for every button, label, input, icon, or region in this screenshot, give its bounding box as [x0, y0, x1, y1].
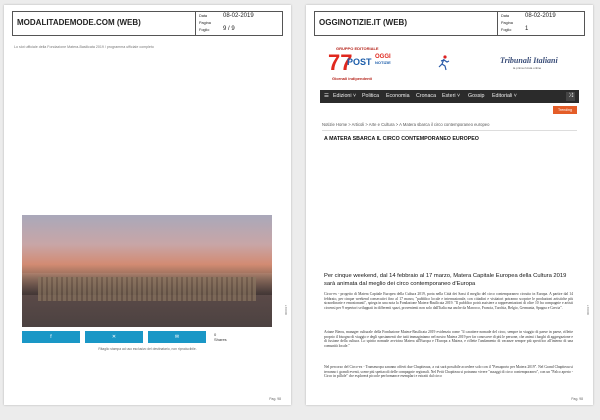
nav-item-economia[interactable]: Economia: [386, 93, 410, 99]
data-label: Data: [199, 14, 208, 18]
twitter-icon: ✕: [111, 334, 117, 340]
menu-icon[interactable]: ☰: [324, 93, 329, 99]
runner-icon: [438, 55, 450, 71]
share-count-value: 0: [214, 332, 217, 337]
logo-oggi-text: OGGI: [375, 54, 391, 60]
article-paragraph: Ariane Bieou, manager culturale della Fondazione Matera-Basilicata 2019 evidenzia come "il carattere nomade del circo, sempre in viaggio di paese in paese, riflette proprio il bisogno di viaggio e degli spostamenti che tutti immaginiamo nel nostro Matera 2019 per far conoscere di più le persone, che animi i luoghi di aggregazione e di fusione della cultura. Lo spirito nomade avvicina Matera all'Europa e l'Europa a Matera, e riflette l'andamento di vacanze sempre più specifico all'interno di una comunità locale.": [324, 330, 573, 348]
article-paragraph: Circo-ex - progetto di Matera Capitale Europea della Cultura 2019, porta nella Città dei Sassi il meglio del circo contemporaneo circuito in Europa. A partire dal 14 febbraio, per cinque weekend consecutivi fino al 17 marzo, "pubblico locale e internazionale, con cittadini e visitatori potranno scoprire le produzioni artistiche più straordinarie e emozionanti", spiega in una nota la Fondazione Matera-Basilicata 2019. "Il pubblico potrà assistere a rappresentazioni di oltre 10 fra compagnie e artisti circensi per 9 repertori sviluppati in differenti spazi, provenienti non solo dall'Italia ma anche da Marocco, Francia, Turchia, Belgio, Germania, Spagna e Grecia".: [324, 292, 573, 310]
share-count-label: Shares: [214, 337, 227, 342]
divider: [322, 130, 577, 131]
tribunali-logo: Tribunali Italiani: [500, 56, 558, 65]
clipping-code: 000017: [284, 305, 288, 316]
article-caption: Lo slot ufficiale della Fondazione Matera-Basilicata 2019 / programma ufficiale completo: [14, 45, 154, 49]
foglio-value: 9 / 9: [223, 26, 235, 32]
data-label: Data: [501, 14, 510, 18]
shuffle-icon[interactable]: ⤨: [566, 92, 575, 101]
foglio-value: 1: [525, 26, 529, 32]
twitter-share-button[interactable]: [85, 331, 143, 343]
photo-town: [38, 277, 256, 301]
site-navbar: [320, 90, 579, 103]
foglio-label: Foglio: [501, 28, 512, 32]
meta-box: [195, 12, 282, 35]
clipping-code: 000017: [586, 305, 590, 316]
source-name: OGGINOTIZIE.IT (WEB): [319, 18, 407, 27]
logo-notizie-text: NOTIZIE: [375, 60, 391, 65]
clipping-page-right: [306, 5, 593, 405]
article-lead: Per cinque weekend, dal 14 febbraio al 17 marzo, Matera Capitale Europea della Cultura 2019 sarà animata dal meglio dei circo contemporaneo d'Europa: [324, 273, 567, 287]
page-number: Pag. 98: [269, 397, 281, 401]
pagina-label: Pagina: [501, 21, 513, 25]
nav-item-edizioni[interactable]: Edizioni ˅: [333, 93, 357, 99]
data-value: 08-02-2019: [525, 13, 556, 19]
article-paragraph: Nel percorso del Circo-ex - Transeuropa saranno offerti due Chapiteaux, a cui sarà possibile accedere solo con il "Passaporto per Matera 2019". Nel Grand Chapiteau si terranno i grandi eventi, scene più spettacoli delle compagnie regionali. Nel Petit Chapiteau si potranno vivere "assaggi di circo contemporaneo", con un "Palco aperto - Circo in pillole" che esplorerà piccole performance esemplari e estratti dal circo: [324, 365, 573, 379]
site-banner: [320, 43, 579, 87]
logo-oggi: [375, 54, 391, 66]
clipping-header: [314, 11, 585, 36]
trending-badge[interactable]: Trending: [553, 106, 577, 114]
logo-post: POST: [347, 57, 372, 67]
share-bar: [22, 331, 272, 343]
source-name: MODALITADEMODE.COM (WEB): [17, 18, 141, 27]
foglio-label: Foglio: [199, 28, 210, 32]
clipping-page-left: [4, 5, 291, 405]
pagina-label: Pagina: [199, 21, 211, 25]
article-title: A MATERA SBARCA IL CIRCO CONTEMPORANEO EUROPEO: [324, 136, 479, 142]
tribunali-subtitle: la prima rivista online: [513, 66, 542, 70]
email-icon: ✉: [174, 334, 180, 340]
nav-item-gossip[interactable]: Gossip: [468, 93, 485, 99]
meta-box: [497, 12, 584, 35]
nav-item-esteri[interactable]: Esteri ˅: [442, 93, 461, 99]
nav-item-editoriali[interactable]: Editoriali ˅: [492, 93, 517, 99]
page-number: Pag. 98: [571, 397, 583, 401]
email-share-button[interactable]: [148, 331, 206, 343]
breadcrumb: Notizie Home > Articoli > Arte e Cultura > A Matera sbarca il circo contemporaneo europeo: [322, 122, 490, 127]
facebook-icon: f: [50, 334, 52, 340]
reproduction-notice: Ritaglio stampa ad uso esclusivo del destinatario, non riproducibile.: [98, 347, 197, 351]
facebook-share-button[interactable]: [22, 331, 80, 343]
share-count: [214, 332, 227, 342]
nav-item-politica[interactable]: Politica: [362, 93, 380, 99]
clipping-header: [12, 11, 283, 36]
matera-photo: [22, 215, 272, 327]
logo-number: 77: [328, 50, 353, 75]
nav-item-cronaca[interactable]: Cronaca: [416, 93, 437, 99]
group-label: GRUPPO EDITORIALE: [336, 46, 379, 51]
data-value: 08-02-2019: [223, 13, 254, 19]
logo-tagline: Giornali indipendenti: [332, 76, 372, 81]
